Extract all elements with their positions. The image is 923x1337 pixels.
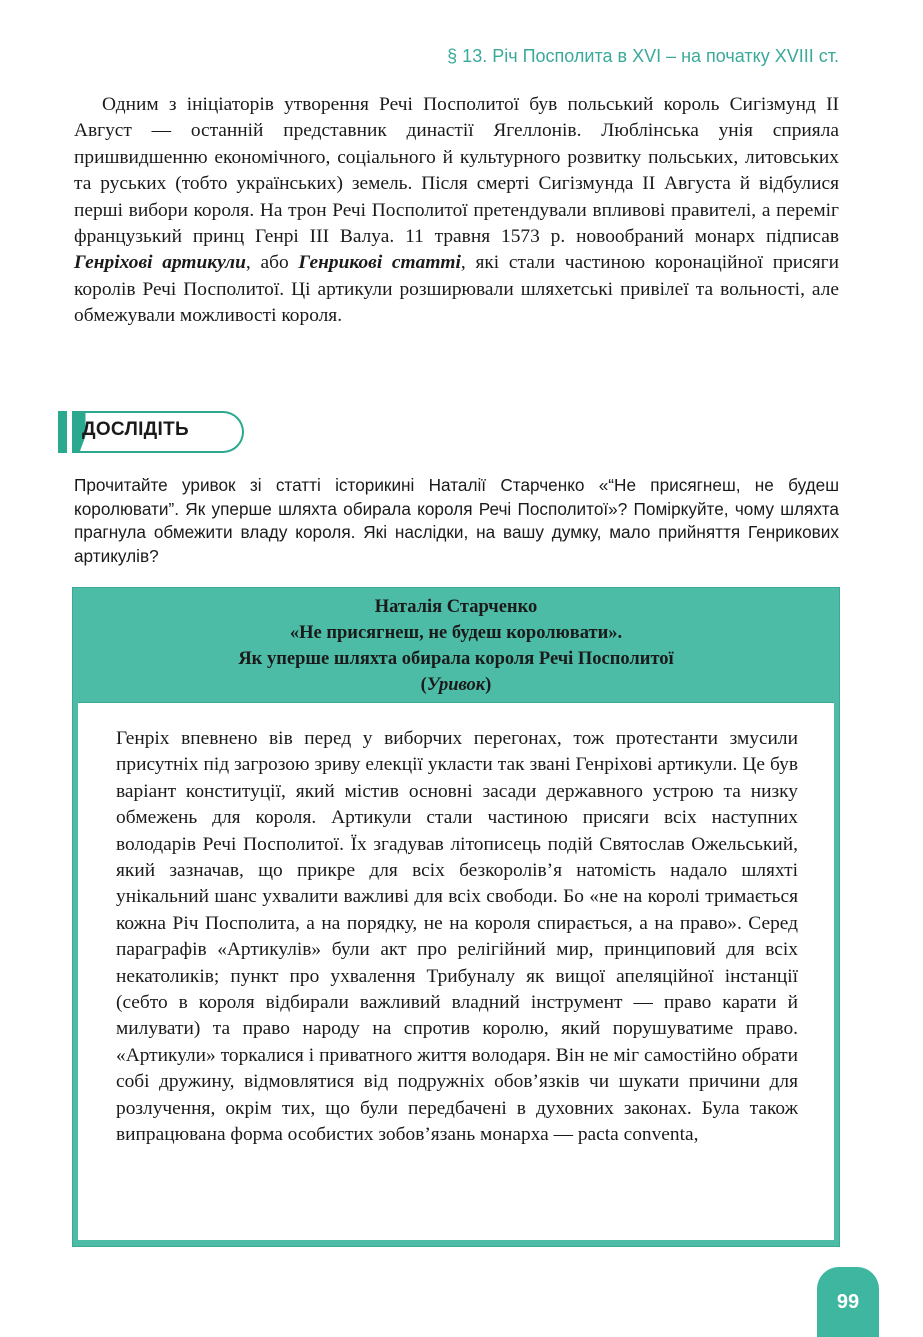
explore-label: ДОСЛІДІТЬ <box>82 419 189 440</box>
page-number-tab <box>817 1267 879 1337</box>
intro-text-3: , які стали частиною коронаційної присяги королів Речі Посполитої. Ці артикули розширювали шляхетські привілеї та вольності, але обмежували можливості короля. <box>74 252 839 327</box>
term-henrician-articles: Генріхові артикули <box>74 252 246 274</box>
task-text <box>74 474 839 568</box>
intro-text-1: Одним з ініціаторів утворення Речі Посполитої був польський король Сигізмунд II Август — останній представник династії Ягеллонів. Люблінська унія сприяла пришвидшенню економічного, соціального й культурного розвитку польських, литовських та руських (тобто українських) земель. Після смерті Сигізмунда II Августа й відбулися перші вибори короля. На трон Речі Посполитої претендували впливові правителі, а переміг французький принц Генрі III Валуа. 11 травня 1573 р. новообраний монарх підписав <box>74 94 839 248</box>
source-heading <box>73 594 839 698</box>
intro-paragraph <box>74 92 839 330</box>
running-header: § 13. Річ Посполита в XVI – на початку XVIII ст. <box>447 46 839 66</box>
decorative-bar <box>58 411 67 453</box>
term-henrician-statutes: Генрикові статті <box>298 252 461 274</box>
page-number: 99 <box>836 1290 860 1313</box>
explore-heading <box>58 411 248 453</box>
source-author: Наталія Старченко <box>374 597 538 617</box>
source-excerpt-label: (Уривок) <box>420 675 492 695</box>
source-body <box>78 702 834 1240</box>
intro-text-2: , або <box>245 252 299 274</box>
source-excerpt-box <box>72 587 840 1247</box>
task-paragraph: Прочитайте уривок зі статті історикині Наталії Старченко «“Не присягнеш, не будеш королювати”. Як уперше шляхта обирала короля Речі Посполитої»? Поміркуйте, чому шляхта прагнула обмежити владу короля. Які наслідки, на вашу думку, мало прийняття Генрикових артикулів? <box>74 475 839 566</box>
source-body-text: Генріх впевнено вів перед у виборчих перегонах, тож протестанти змусили присутніх під загрозою зриву елекції укласти так звані Генріхові артикули. Це був варіант конституції, який містив основні засади державного устрою та низку обмежень для короля. Артикули стали частиною присяги всіх наступних володарів Речі Посполитої. Їх згадував літописець подій Святослав Ожельський, який зазначав, що прикре для всіх безкоролів’я натомість надало шляхті унікальний шанс ухвалити важливі для всіх свободи. Бо «не на королі тримається кожна Річ Посполита, а на порядку, не на короля спирається, а на право». Серед параграфів «Артикулів» були акт про релігійний мир, принциповий для всіх некатоликів; пункт про ухвалення Трибуналу як вищої апеляційної інстанції (себто в короля відбирали важливий владний інструмент — право карати й милувати) та право народу на спротив королю, який порушуватиме право. «Артикули» торкалися і приватного життя володаря. Він не міг самостійно обрати собі дружину, відмовлятися від подружніх обов’язків чи шукати причини для розлучення, окрім тих, що були передбачені в духовних законах. Була також випрацювана форма особистих зобов’язань монарха — pacta conventa, <box>116 728 798 1146</box>
source-title-line-1: «Не присягнеш, не будеш королювати». <box>289 623 623 643</box>
source-title-line-2: Як уперше шляхта обирала короля Речі Посполитої <box>238 649 674 669</box>
